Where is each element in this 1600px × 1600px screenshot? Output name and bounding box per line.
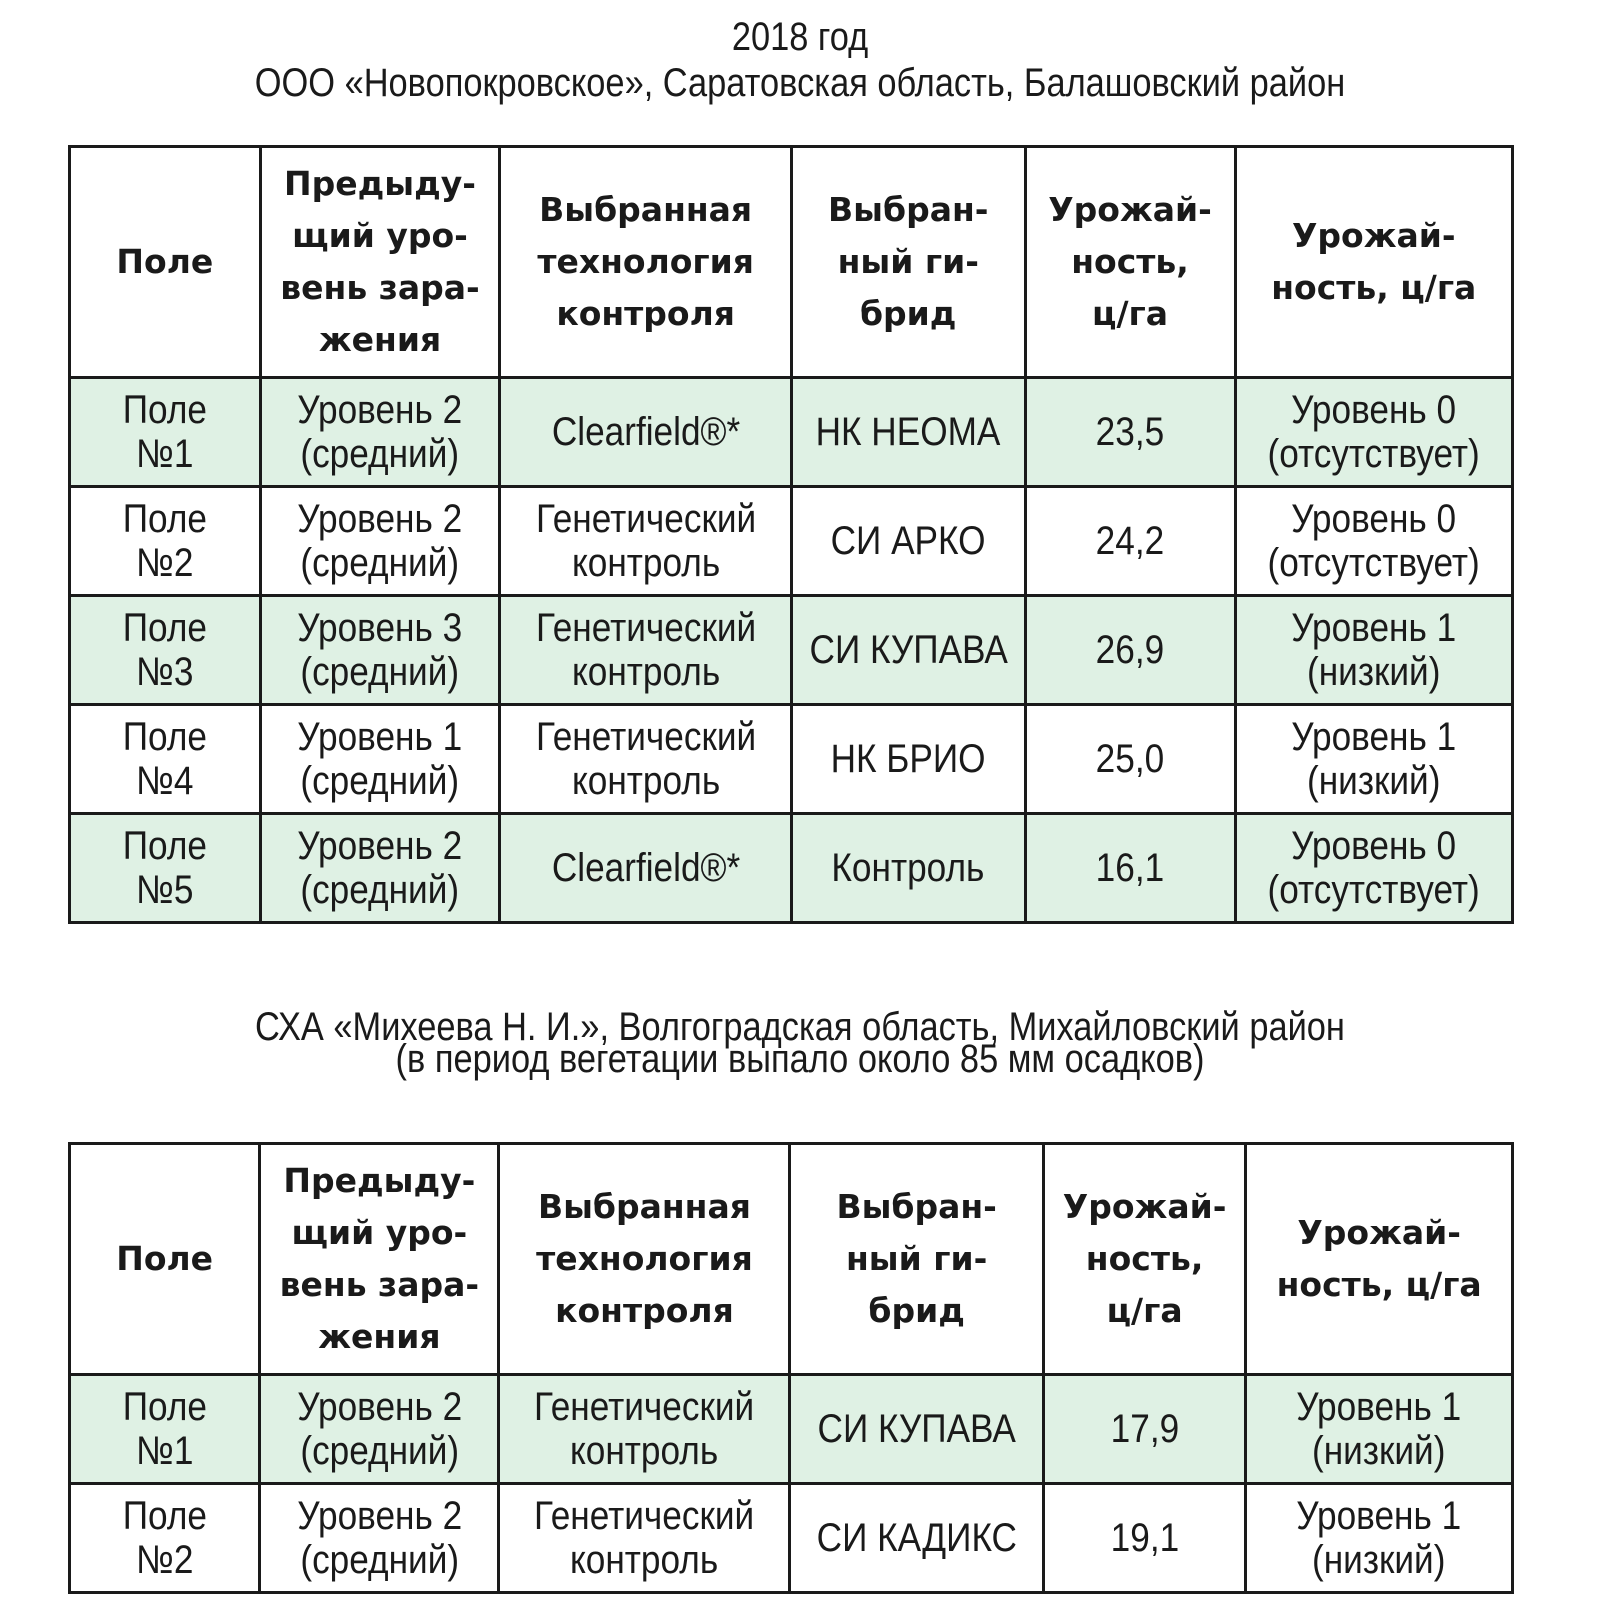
cell-previous-infestation: Уровень 2 (средний) — [260, 814, 500, 923]
header-yield: Урожай- ность, ц/га — [1025, 147, 1235, 378]
table-row — [70, 596, 1513, 705]
cell-control-technology: Clearfield®* — [500, 378, 792, 487]
cell-previous-infestation: Уровень 2 (средний) — [260, 378, 500, 487]
cell-field: Поле №2 — [70, 1484, 260, 1593]
header-previous-infestation: Предыду- щий уро- вень зара- жения — [260, 147, 500, 378]
table-row — [70, 705, 1513, 814]
header-yield-2: Урожай- ность, ц/га — [1235, 147, 1512, 378]
header-control-technology: Выбранная технология контроля — [500, 147, 792, 378]
header-hybrid: Выбран- ный ги- брид — [791, 147, 1025, 378]
cell-yield: 26,9 — [1025, 596, 1235, 705]
cell-control-technology: Генетический контроль — [499, 1484, 790, 1593]
cell-yield-2: Уровень 1 (низкий) — [1246, 1375, 1513, 1484]
cell-yield: 24,2 — [1025, 487, 1235, 596]
results-table-1 — [68, 145, 1514, 924]
table-row — [70, 487, 1513, 596]
cell-control-technology: Генетический контроль — [500, 705, 792, 814]
header-field: Поле — [70, 147, 261, 378]
cell-field: Поле №1 — [70, 1375, 260, 1484]
cell-control-technology: Генетический контроль — [500, 596, 792, 705]
table2-body — [70, 1375, 1513, 1593]
header-field: Поле — [70, 1144, 260, 1375]
cell-hybrid: СИ АРКО — [791, 487, 1025, 596]
cell-control-technology: Генетический контроль — [499, 1375, 790, 1484]
header-previous-infestation: Предыду- щий уро- вень зара- жения — [260, 1144, 499, 1375]
cell-yield: 17,9 — [1043, 1375, 1246, 1484]
cell-yield: 23,5 — [1025, 378, 1235, 487]
cell-yield-2: Уровень 1 (низкий) — [1235, 705, 1512, 814]
cell-previous-infestation: Уровень 2 (средний) — [260, 1375, 499, 1484]
cell-yield: 25,0 — [1025, 705, 1235, 814]
cell-field: Поле №1 — [70, 378, 261, 487]
table1-body — [70, 378, 1513, 923]
header-yield-2: Урожай- ность, ц/га — [1246, 1144, 1513, 1375]
cell-yield-2: Уровень 1 (низкий) — [1235, 596, 1512, 705]
cell-yield-2: Уровень 0 (отсутствует) — [1235, 814, 1512, 923]
cell-previous-infestation: Уровень 2 (средний) — [260, 1484, 499, 1593]
cell-hybrid: НК НЕОМА — [791, 378, 1025, 487]
cell-hybrid: НК БРИО — [791, 705, 1025, 814]
table-header-row — [70, 1144, 1513, 1375]
table-row — [70, 1484, 1513, 1593]
table-row — [70, 378, 1513, 487]
cell-hybrid: СИ КАДИКС — [790, 1484, 1043, 1593]
header-hybrid: Выбран- ный ги- брид — [790, 1144, 1043, 1375]
cell-previous-infestation: Уровень 2 (средний) — [260, 487, 500, 596]
cell-control-technology: Генетический контроль — [500, 487, 792, 596]
cell-field: Поле №3 — [70, 596, 261, 705]
table-row — [70, 814, 1513, 923]
cell-yield: 16,1 — [1025, 814, 1235, 923]
results-table-2 — [68, 1142, 1514, 1594]
cell-control-technology: Clearfield®* — [500, 814, 792, 923]
cell-yield: 19,1 — [1043, 1484, 1246, 1593]
section1-title — [112, 14, 1488, 106]
cell-yield-2: Уровень 1 (низкий) — [1246, 1484, 1513, 1593]
cell-field: Поле №5 — [70, 814, 261, 923]
cell-previous-infestation: Уровень 3 (средний) — [260, 596, 500, 705]
section2-title — [112, 1004, 1488, 1082]
cell-hybrid: Контроль — [791, 814, 1025, 923]
header-yield: Урожай- ность, ц/га — [1043, 1144, 1246, 1375]
cell-hybrid: СИ КУПАВА — [790, 1375, 1043, 1484]
precipitation-note: (в период вегетации выпало около 85 мм осадков) — [395, 1037, 1205, 1081]
farm-heading-1: ООО «Новопокровское», Саратовская область, Балашовский район — [254, 61, 1346, 105]
cell-previous-infestation: Уровень 1 (средний) — [260, 705, 500, 814]
header-control-technology: Выбранная технология контроля — [499, 1144, 790, 1375]
cell-yield-2: Уровень 0 (отсутствует) — [1235, 487, 1512, 596]
cell-yield-2: Уровень 0 (отсутствует) — [1235, 378, 1512, 487]
table-row — [70, 1375, 1513, 1484]
year-heading: 2018 год — [731, 15, 869, 59]
farm-heading-2: СХА «Михеева Н. И.», Волгоградская область, Михайловский район — [255, 1005, 1345, 1049]
cell-field: Поле №2 — [70, 487, 261, 596]
table-header-row — [70, 147, 1513, 378]
cell-field: Поле №4 — [70, 705, 261, 814]
cell-hybrid: СИ КУПАВА — [791, 596, 1025, 705]
